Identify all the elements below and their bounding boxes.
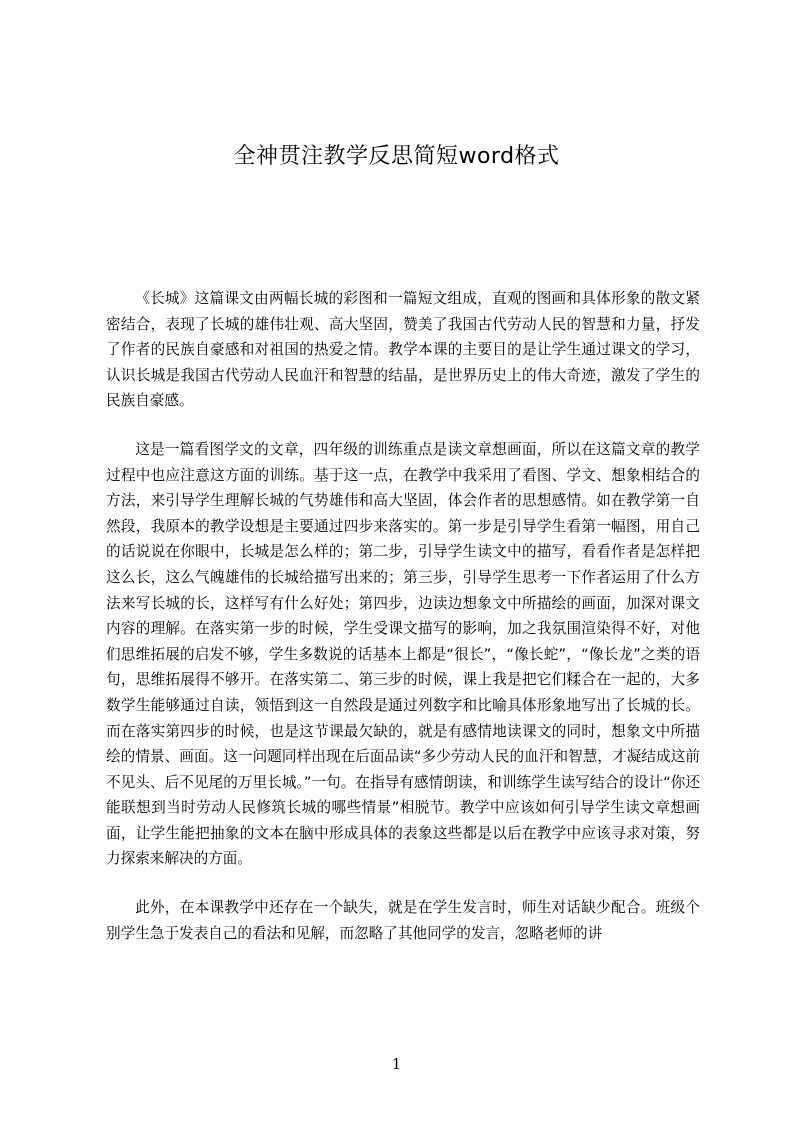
document-title: 全神贯注教学反思简短word格式 — [233, 144, 560, 169]
paragraph-2: 这是一篇看图学文的文章，四年级的训练重点是读文章想画面，所以在这篇文章的教学过程中也应注意这方面的训练。基于这一点，在教学中我采用了看图、学文、想象相结合的方法，来引导学生理解长城的气势雄伟和高大坚固，体会作者的思想感情。如在教学第一自然段，我原本的教学设想是主要通过四步来落实的。第一步是引导学生看第一幅图，用自己的话说说在你眼中，长城是怎么样的；第二步，引导学生读文中的描写，看看作者是怎样把这么长，这么气魄雄伟的长城给描写出来的；第三步，引导学生思考一下作者运用了什么方法来写长城的长，这样写有什么好处；第四步，边读边想象文中所描绘的画面，加深对课文内容的理解。在落实第一步的时候，学生受课文描写的影响，加之我氛围渲染得不好，对他们思维拓展的启发不够，学生多数说的话基本上都是“很长”，“像长蛇”，“像长龙”之类的语句，思维拓展得不够开。在落实第二、第三步的时候，课上我是把它们糅合在一起的，大多数学生能够通过自读，领悟到这一自然段是通过列数字和比喻具体形象地写出了长城的长。而在落实第四步的时候，也是这节课最欠缺的，就是有感情地读课文的同时，想象文中所描绘的情景、画面。这一问题同样出现在后面品读“多少劳动人民的血汗和智慧，才凝结成这前不见头、后不见尾的万里长城。”一句。在指导有感情朗读，和训练学生读写结合的设计“你还能联想到当时劳动人民修筑长城的哪些情景”相脱节。教学中应该如何引导学生读文章想画面，让学生能把抽象的文本在脑中形成具体的表象这些都是以后在教学中应该寻求对策，努力探索来解决的方面。 — [106, 440, 700, 868]
paragraph-1: 《长城》这篇课文由两幅长城的彩图和一篇短文组成，直观的图画和具体形象的散文紧密结合，表现了长城的雄伟壮观、高大坚固，赞美了我国古代劳动人民的智慧和力量，抒发了作者的民族自豪感和对祖国的热爱之情。教学本课的主要目的是让学生通过课文的学习，认识长城是我国古代劳动人民血汗和智慧的结晶，是世界历史上的伟大奇迹，激发了学生的民族自豪感。 — [106, 290, 700, 410]
page-number: 1 — [391, 1055, 402, 1073]
document-body — [106, 286, 700, 969]
paragraph-3: 此外，在本课教学中还存在一个缺失，就是在学生发言时，师生对话缺少配合。班级个别学生急于发表自己的看法和见解，而忽略了其他同学的发言，忽略老师的讲 — [106, 899, 700, 942]
